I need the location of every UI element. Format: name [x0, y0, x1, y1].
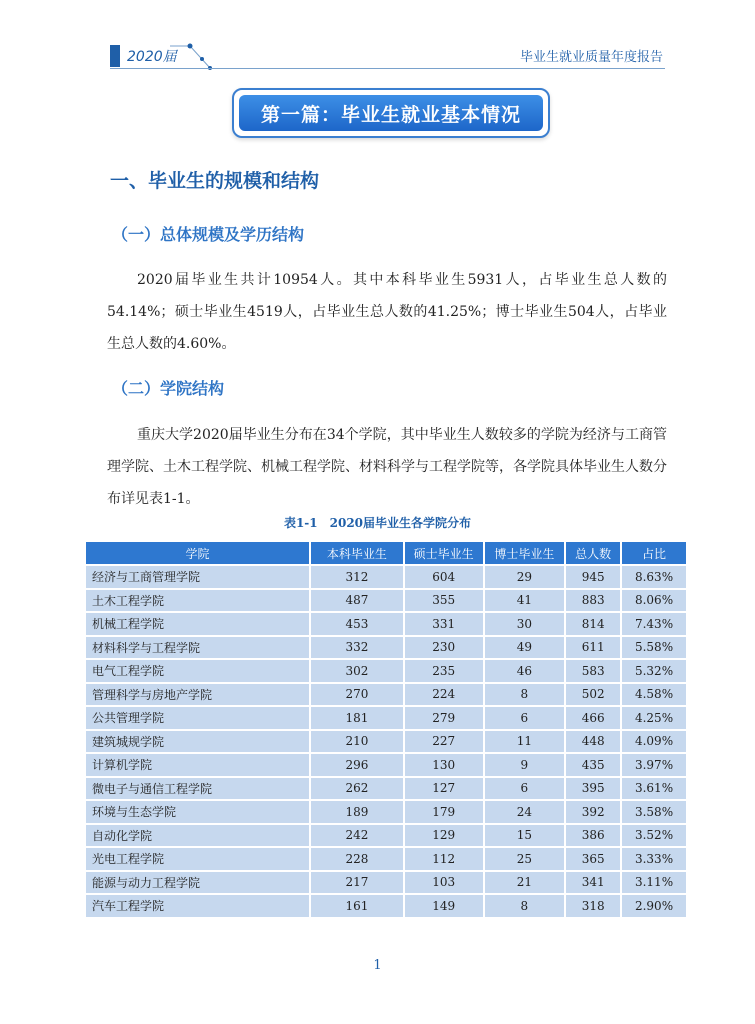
cell-doctor: 9	[484, 753, 566, 777]
cell-college: 材料科学与工程学院	[85, 636, 310, 660]
table-header-row	[85, 541, 687, 565]
cell-total: 583	[565, 659, 621, 683]
cell-college: 光电工程学院	[85, 847, 310, 871]
cell-undergrad: 210	[310, 730, 404, 754]
cell-ratio: 4.25%	[621, 706, 687, 730]
cell-master: 130	[404, 753, 484, 777]
cell-doctor: 6	[484, 706, 566, 730]
cell-total: 883	[565, 589, 621, 613]
cell-college: 电气工程学院	[85, 659, 310, 683]
table-row	[85, 636, 687, 660]
table-row	[85, 659, 687, 683]
cell-undergrad: 312	[310, 565, 404, 589]
cell-doctor: 8	[484, 894, 566, 918]
cell-ratio: 3.58%	[621, 800, 687, 824]
col-header-master: 硕士毕业生	[404, 541, 484, 565]
paragraph-scale: 2020届毕业生共计10954人。其中本科毕业生5931人，占毕业生总人数的54.14%；硕士毕业生4519人，占毕业生总人数的41.25%；博士毕业生504人，占毕业生总人数的4.60%。	[107, 272, 667, 352]
cell-undergrad: 302	[310, 659, 404, 683]
cell-total: 448	[565, 730, 621, 754]
cell-ratio: 4.58%	[621, 683, 687, 707]
cell-total: 814	[565, 612, 621, 636]
col-header-undergrad: 本科毕业生	[310, 541, 404, 565]
table-row	[85, 706, 687, 730]
cell-doctor: 21	[484, 871, 566, 895]
cell-college: 汽车工程学院	[85, 894, 310, 918]
cell-master: 224	[404, 683, 484, 707]
subsection-title-scale: （一）总体规模及学历结构	[112, 225, 305, 244]
header-report-title: 毕业生就业质量年度报告	[519, 50, 663, 65]
table-caption: 表1-1 2020届毕业生各学院分布	[283, 516, 472, 530]
cell-total: 318	[565, 894, 621, 918]
cell-undergrad: 262	[310, 777, 404, 801]
cell-doctor: 29	[484, 565, 566, 589]
cell-total: 392	[565, 800, 621, 824]
cell-undergrad: 189	[310, 800, 404, 824]
cell-ratio: 2.90%	[621, 894, 687, 918]
cell-doctor: 46	[484, 659, 566, 683]
cell-total: 386	[565, 824, 621, 848]
cell-total: 365	[565, 847, 621, 871]
cell-undergrad: 332	[310, 636, 404, 660]
cell-undergrad: 181	[310, 706, 404, 730]
cell-ratio: 5.32%	[621, 659, 687, 683]
cell-college: 管理科学与房地产学院	[85, 683, 310, 707]
cell-undergrad: 487	[310, 589, 404, 613]
cell-total: 395	[565, 777, 621, 801]
cell-undergrad: 217	[310, 871, 404, 895]
col-header-doctor: 博士毕业生	[484, 541, 566, 565]
cell-ratio: 3.33%	[621, 847, 687, 871]
cell-college: 环境与生态学院	[85, 800, 310, 824]
chapter-title: 第一篇：毕业生就业基本情况	[239, 95, 543, 131]
cell-master: 230	[404, 636, 484, 660]
cell-ratio: 3.52%	[621, 824, 687, 848]
cell-doctor: 6	[484, 777, 566, 801]
cell-total: 611	[565, 636, 621, 660]
cell-undergrad: 453	[310, 612, 404, 636]
cell-master: 355	[404, 589, 484, 613]
chapter-banner	[232, 88, 550, 138]
cell-college: 能源与动力工程学院	[85, 871, 310, 895]
college-distribution-table	[84, 540, 688, 919]
cell-undergrad: 296	[310, 753, 404, 777]
col-header-ratio: 占比	[621, 541, 687, 565]
subsection-title-college: （二）学院结构	[112, 379, 225, 398]
cell-doctor: 24	[484, 800, 566, 824]
table-row	[85, 871, 687, 895]
cell-ratio: 8.06%	[621, 589, 687, 613]
cell-total: 945	[565, 565, 621, 589]
page-number: 1	[373, 958, 382, 973]
cell-ratio: 3.97%	[621, 753, 687, 777]
cell-college: 计算机学院	[85, 753, 310, 777]
cell-master: 604	[404, 565, 484, 589]
cell-master: 127	[404, 777, 484, 801]
cell-college: 建筑城规学院	[85, 730, 310, 754]
table-row	[85, 777, 687, 801]
cell-master: 149	[404, 894, 484, 918]
header-year: 2020届	[127, 49, 177, 65]
cell-master: 129	[404, 824, 484, 848]
col-header-college: 学院	[85, 541, 310, 565]
cell-doctor: 15	[484, 824, 566, 848]
table-row	[85, 612, 687, 636]
cell-total: 435	[565, 753, 621, 777]
cell-doctor: 49	[484, 636, 566, 660]
cell-master: 279	[404, 706, 484, 730]
table-row	[85, 894, 687, 918]
cell-college: 微电子与通信工程学院	[85, 777, 310, 801]
cell-doctor: 30	[484, 612, 566, 636]
cell-college: 土木工程学院	[85, 589, 310, 613]
cell-master: 235	[404, 659, 484, 683]
cell-doctor: 11	[484, 730, 566, 754]
cell-master: 179	[404, 800, 484, 824]
cell-master: 103	[404, 871, 484, 895]
table-row	[85, 800, 687, 824]
section-title: 一、毕业生的规模和结构	[110, 170, 320, 192]
cell-total: 466	[565, 706, 621, 730]
cell-ratio: 5.58%	[621, 636, 687, 660]
cell-ratio: 7.43%	[621, 612, 687, 636]
header-accent-bar	[110, 45, 120, 67]
cell-college: 机械工程学院	[85, 612, 310, 636]
cell-college: 经济与工商管理学院	[85, 565, 310, 589]
table-row	[85, 824, 687, 848]
header-divider	[110, 68, 665, 69]
table-row	[85, 683, 687, 707]
cell-doctor: 25	[484, 847, 566, 871]
cell-college: 自动化学院	[85, 824, 310, 848]
cell-doctor: 8	[484, 683, 566, 707]
table-row	[85, 589, 687, 613]
table-row	[85, 753, 687, 777]
cell-master: 112	[404, 847, 484, 871]
col-header-total: 总人数	[565, 541, 621, 565]
cell-college: 公共管理学院	[85, 706, 310, 730]
paragraph-college: 重庆大学2020届毕业生分布在34个学院，其中毕业生人数较多的学院为经济与工商管理学院、土木工程学院、机械工程学院、材料科学与工程学院等，各学院具体毕业生人数分布详见表1-1。	[107, 427, 667, 507]
cell-ratio: 3.11%	[621, 871, 687, 895]
header-decoration-icon	[168, 40, 218, 70]
cell-undergrad: 161	[310, 894, 404, 918]
cell-ratio: 3.61%	[621, 777, 687, 801]
table-row	[85, 730, 687, 754]
cell-undergrad: 228	[310, 847, 404, 871]
cell-master: 331	[404, 612, 484, 636]
cell-total: 341	[565, 871, 621, 895]
table-row	[85, 565, 687, 589]
cell-doctor: 41	[484, 589, 566, 613]
cell-ratio: 8.63%	[621, 565, 687, 589]
cell-undergrad: 242	[310, 824, 404, 848]
cell-total: 502	[565, 683, 621, 707]
cell-ratio: 4.09%	[621, 730, 687, 754]
table-row	[85, 847, 687, 871]
cell-master: 227	[404, 730, 484, 754]
cell-undergrad: 270	[310, 683, 404, 707]
